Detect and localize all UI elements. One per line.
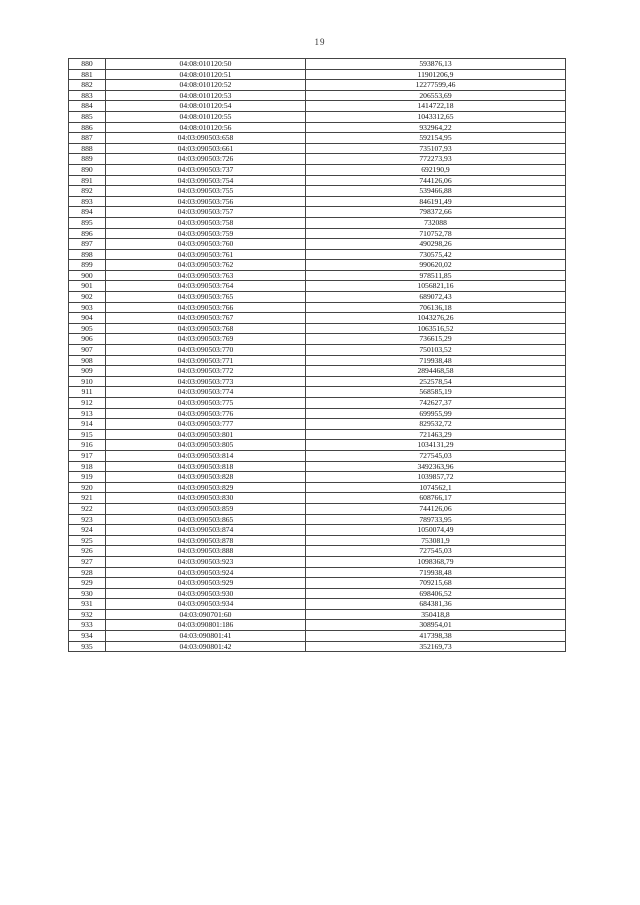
row-number-cell: 921 [69, 493, 106, 504]
row-number-cell: 905 [69, 323, 106, 334]
row-number-cell: 934 [69, 631, 106, 642]
cadastral-number-cell: 04:03:090503:754 [106, 175, 306, 186]
table-row [69, 270, 566, 281]
table-row [69, 419, 566, 430]
table-row [69, 175, 566, 186]
value-cell: 789733,95 [306, 514, 566, 525]
row-number-cell: 919 [69, 472, 106, 483]
row-number-cell: 927 [69, 556, 106, 567]
cadastral-number-cell: 04:03:090503:888 [106, 546, 306, 557]
value-cell: 736615,29 [306, 334, 566, 345]
value-cell: 692190,9 [306, 164, 566, 175]
cadastral-number-cell: 04:03:090503:774 [106, 387, 306, 398]
table-row [69, 398, 566, 409]
cadastral-number-cell: 04:03:090503:770 [106, 345, 306, 356]
row-number-cell: 892 [69, 186, 106, 197]
value-cell: 1063516,52 [306, 323, 566, 334]
row-number-cell: 915 [69, 429, 106, 440]
table-row [69, 313, 566, 324]
table-row [69, 69, 566, 80]
value-cell: 1050074,49 [306, 525, 566, 536]
table-row [69, 503, 566, 514]
value-cell: 727545,03 [306, 546, 566, 557]
value-cell: 750103,52 [306, 345, 566, 356]
registry-table-body [69, 59, 566, 652]
value-cell: 1043276,26 [306, 313, 566, 324]
value-cell: 12277599,46 [306, 80, 566, 91]
cadastral-number-cell: 04:03:090503:765 [106, 292, 306, 303]
value-cell: 699955,99 [306, 408, 566, 419]
cadastral-number-cell: 04:08:010120:51 [106, 69, 306, 80]
row-number-cell: 914 [69, 419, 106, 430]
cadastral-number-cell: 04:03:090503:830 [106, 493, 306, 504]
table-row [69, 387, 566, 398]
value-cell: 1098368,79 [306, 556, 566, 567]
value-cell: 772273,93 [306, 154, 566, 165]
table-row [69, 355, 566, 366]
table-row [69, 408, 566, 419]
value-cell: 1034131,29 [306, 440, 566, 451]
value-cell: 352169,73 [306, 641, 566, 652]
cadastral-number-cell: 04:03:090503:924 [106, 567, 306, 578]
row-number-cell: 906 [69, 334, 106, 345]
row-number-cell: 926 [69, 546, 106, 557]
value-cell: 1039857,72 [306, 472, 566, 483]
value-cell: 735107,93 [306, 143, 566, 154]
row-number-cell: 900 [69, 270, 106, 281]
table-row [69, 525, 566, 536]
table-row [69, 228, 566, 239]
row-number-cell: 880 [69, 59, 106, 70]
cadastral-number-cell: 04:03:090701:60 [106, 609, 306, 620]
row-number-cell: 881 [69, 69, 106, 80]
table-row [69, 482, 566, 493]
value-cell: 539466,88 [306, 186, 566, 197]
value-cell: 709215,68 [306, 578, 566, 589]
row-number-cell: 922 [69, 503, 106, 514]
row-number-cell: 910 [69, 376, 106, 387]
value-cell: 719938,48 [306, 567, 566, 578]
value-cell: 1043312,65 [306, 111, 566, 122]
cadastral-number-cell: 04:03:090503:661 [106, 143, 306, 154]
row-number-cell: 891 [69, 175, 106, 186]
table-row [69, 101, 566, 112]
row-number-cell: 911 [69, 387, 106, 398]
row-number-cell: 886 [69, 122, 106, 133]
cadastral-number-cell: 04:03:090503:766 [106, 302, 306, 313]
row-number-cell: 907 [69, 345, 106, 356]
table-row [69, 599, 566, 610]
cadastral-number-cell: 04:08:010120:52 [106, 80, 306, 91]
row-number-cell: 885 [69, 111, 106, 122]
table-row [69, 196, 566, 207]
row-number-cell: 899 [69, 260, 106, 271]
value-cell: 350418,8 [306, 609, 566, 620]
table-row [69, 111, 566, 122]
cadastral-number-cell: 04:03:090503:814 [106, 450, 306, 461]
table-row [69, 578, 566, 589]
value-cell: 706136,18 [306, 302, 566, 313]
table-row [69, 514, 566, 525]
cadastral-number-cell: 04:03:090503:805 [106, 440, 306, 451]
cadastral-number-cell: 04:03:090503:737 [106, 164, 306, 175]
table-row [69, 450, 566, 461]
table-row [69, 80, 566, 91]
value-cell: 490298,26 [306, 239, 566, 250]
value-cell: 744126,06 [306, 503, 566, 514]
value-cell: 308954,01 [306, 620, 566, 631]
row-number-cell: 918 [69, 461, 106, 472]
table-row [69, 376, 566, 387]
row-number-cell: 929 [69, 578, 106, 589]
value-cell: 990620,02 [306, 260, 566, 271]
row-number-cell: 888 [69, 143, 106, 154]
table-row [69, 122, 566, 133]
value-cell: 1074562,1 [306, 482, 566, 493]
table-row [69, 143, 566, 154]
row-number-cell: 935 [69, 641, 106, 652]
cadastral-number-cell: 04:03:090503:934 [106, 599, 306, 610]
cadastral-number-cell: 04:03:090503:801 [106, 429, 306, 440]
row-number-cell: 908 [69, 355, 106, 366]
table-row [69, 217, 566, 228]
value-cell: 978511,85 [306, 270, 566, 281]
cadastral-number-cell: 04:03:090503:768 [106, 323, 306, 334]
table-row [69, 546, 566, 557]
table-row [69, 493, 566, 504]
value-cell: 608766,17 [306, 493, 566, 504]
table-row [69, 620, 566, 631]
value-cell: 798372,66 [306, 207, 566, 218]
value-cell: 593876,13 [306, 59, 566, 70]
table-row [69, 164, 566, 175]
table-row [69, 302, 566, 313]
cadastral-number-cell: 04:03:090503:929 [106, 578, 306, 589]
cadastral-number-cell: 04:03:090503:658 [106, 133, 306, 144]
cadastral-number-cell: 04:03:090503:761 [106, 249, 306, 260]
row-number-cell: 889 [69, 154, 106, 165]
value-cell: 710752,78 [306, 228, 566, 239]
row-number-cell: 890 [69, 164, 106, 175]
cadastral-number-cell: 04:03:090801:41 [106, 631, 306, 642]
table-row [69, 345, 566, 356]
row-number-cell: 904 [69, 313, 106, 324]
cadastral-number-cell: 04:03:090503:762 [106, 260, 306, 271]
row-number-cell: 917 [69, 450, 106, 461]
table-row [69, 472, 566, 483]
row-number-cell: 925 [69, 535, 106, 546]
row-number-cell: 903 [69, 302, 106, 313]
row-number-cell: 893 [69, 196, 106, 207]
value-cell: 1414722,18 [306, 101, 566, 112]
table-row [69, 260, 566, 271]
value-cell: 846191,49 [306, 196, 566, 207]
table-row [69, 440, 566, 451]
row-number-cell: 883 [69, 90, 106, 101]
row-number-cell: 924 [69, 525, 106, 536]
value-cell: 742627,37 [306, 398, 566, 409]
row-number-cell: 930 [69, 588, 106, 599]
row-number-cell: 902 [69, 292, 106, 303]
table-row [69, 154, 566, 165]
row-number-cell: 901 [69, 281, 106, 292]
cadastral-number-cell: 04:03:090503:764 [106, 281, 306, 292]
table-row [69, 609, 566, 620]
table-row [69, 207, 566, 218]
row-number-cell: 916 [69, 440, 106, 451]
cadastral-number-cell: 04:03:090503:777 [106, 419, 306, 430]
value-cell: 3492363,96 [306, 461, 566, 472]
value-cell: 730575,42 [306, 249, 566, 260]
cadastral-number-cell: 04:03:090503:726 [106, 154, 306, 165]
cadastral-number-cell: 04:03:090503:755 [106, 186, 306, 197]
cadastral-number-cell: 04:03:090503:760 [106, 239, 306, 250]
table-row [69, 186, 566, 197]
value-cell: 829532,72 [306, 419, 566, 430]
row-number-cell: 896 [69, 228, 106, 239]
value-cell: 689072,43 [306, 292, 566, 303]
registry-table [68, 58, 566, 652]
row-number-cell: 887 [69, 133, 106, 144]
cadastral-number-cell: 04:08:010120:50 [106, 59, 306, 70]
cadastral-number-cell: 04:03:090503:771 [106, 355, 306, 366]
value-cell: 2894468,58 [306, 366, 566, 377]
table-row [69, 334, 566, 345]
value-cell: 252578,54 [306, 376, 566, 387]
table-row [69, 556, 566, 567]
table-row [69, 323, 566, 334]
cadastral-number-cell: 04:08:010120:55 [106, 111, 306, 122]
cadastral-number-cell: 04:03:090503:763 [106, 270, 306, 281]
cadastral-number-cell: 04:03:090503:773 [106, 376, 306, 387]
cadastral-number-cell: 04:08:010120:53 [106, 90, 306, 101]
cadastral-number-cell: 04:03:090503:818 [106, 461, 306, 472]
cadastral-number-cell: 04:03:090503:775 [106, 398, 306, 409]
value-cell: 568585,19 [306, 387, 566, 398]
row-number-cell: 931 [69, 599, 106, 610]
cadastral-number-cell: 04:03:090801:42 [106, 641, 306, 652]
table-row [69, 281, 566, 292]
value-cell: 753081,9 [306, 535, 566, 546]
value-cell: 592154,95 [306, 133, 566, 144]
row-number-cell: 913 [69, 408, 106, 419]
cadastral-number-cell: 04:08:010120:54 [106, 101, 306, 112]
row-number-cell: 882 [69, 80, 106, 91]
value-cell: 932964,22 [306, 122, 566, 133]
value-cell: 11901206,9 [306, 69, 566, 80]
table-row [69, 292, 566, 303]
value-cell: 206553,69 [306, 90, 566, 101]
cadastral-number-cell: 04:03:090503:757 [106, 207, 306, 218]
cadastral-number-cell: 04:03:090503:767 [106, 313, 306, 324]
table-row [69, 90, 566, 101]
table-row [69, 631, 566, 642]
page-number: 19 [314, 37, 326, 47]
row-number-cell: 932 [69, 609, 106, 620]
table-row [69, 588, 566, 599]
value-cell: 684381,36 [306, 599, 566, 610]
row-number-cell: 894 [69, 207, 106, 218]
table-row [69, 535, 566, 546]
table-row [69, 567, 566, 578]
cadastral-number-cell: 04:03:090503:930 [106, 588, 306, 599]
table-row [69, 429, 566, 440]
row-number-cell: 897 [69, 239, 106, 250]
cadastral-number-cell: 04:03:090503:772 [106, 366, 306, 377]
table-row [69, 641, 566, 652]
cadastral-number-cell: 04:03:090503:756 [106, 196, 306, 207]
cadastral-number-cell: 04:03:090503:865 [106, 514, 306, 525]
cadastral-number-cell: 04:03:090503:859 [106, 503, 306, 514]
cadastral-number-cell: 04:03:090503:758 [106, 217, 306, 228]
cadastral-number-cell: 04:03:090503:828 [106, 472, 306, 483]
table-row [69, 461, 566, 472]
row-number-cell: 909 [69, 366, 106, 377]
value-cell: 719938,48 [306, 355, 566, 366]
table-row [69, 239, 566, 250]
value-cell: 727545,03 [306, 450, 566, 461]
value-cell: 732088 [306, 217, 566, 228]
row-number-cell: 920 [69, 482, 106, 493]
table-row [69, 133, 566, 144]
cadastral-number-cell: 04:08:010120:56 [106, 122, 306, 133]
row-number-cell: 933 [69, 620, 106, 631]
row-number-cell: 912 [69, 398, 106, 409]
value-cell: 698406,52 [306, 588, 566, 599]
row-number-cell: 928 [69, 567, 106, 578]
row-number-cell: 895 [69, 217, 106, 228]
cadastral-number-cell: 04:03:090503:874 [106, 525, 306, 536]
row-number-cell: 884 [69, 101, 106, 112]
cadastral-number-cell: 04:03:090503:769 [106, 334, 306, 345]
table-row [69, 59, 566, 70]
cadastral-number-cell: 04:03:090503:776 [106, 408, 306, 419]
cadastral-number-cell: 04:03:090801:186 [106, 620, 306, 631]
value-cell: 417398,38 [306, 631, 566, 642]
cadastral-number-cell: 04:03:090503:923 [106, 556, 306, 567]
value-cell: 744126,06 [306, 175, 566, 186]
value-cell: 721463,29 [306, 429, 566, 440]
cadastral-number-cell: 04:03:090503:829 [106, 482, 306, 493]
table-row [69, 366, 566, 377]
cadastral-number-cell: 04:03:090503:759 [106, 228, 306, 239]
cadastral-number-cell: 04:03:090503:878 [106, 535, 306, 546]
value-cell: 1056821,16 [306, 281, 566, 292]
row-number-cell: 898 [69, 249, 106, 260]
row-number-cell: 923 [69, 514, 106, 525]
table-row [69, 249, 566, 260]
